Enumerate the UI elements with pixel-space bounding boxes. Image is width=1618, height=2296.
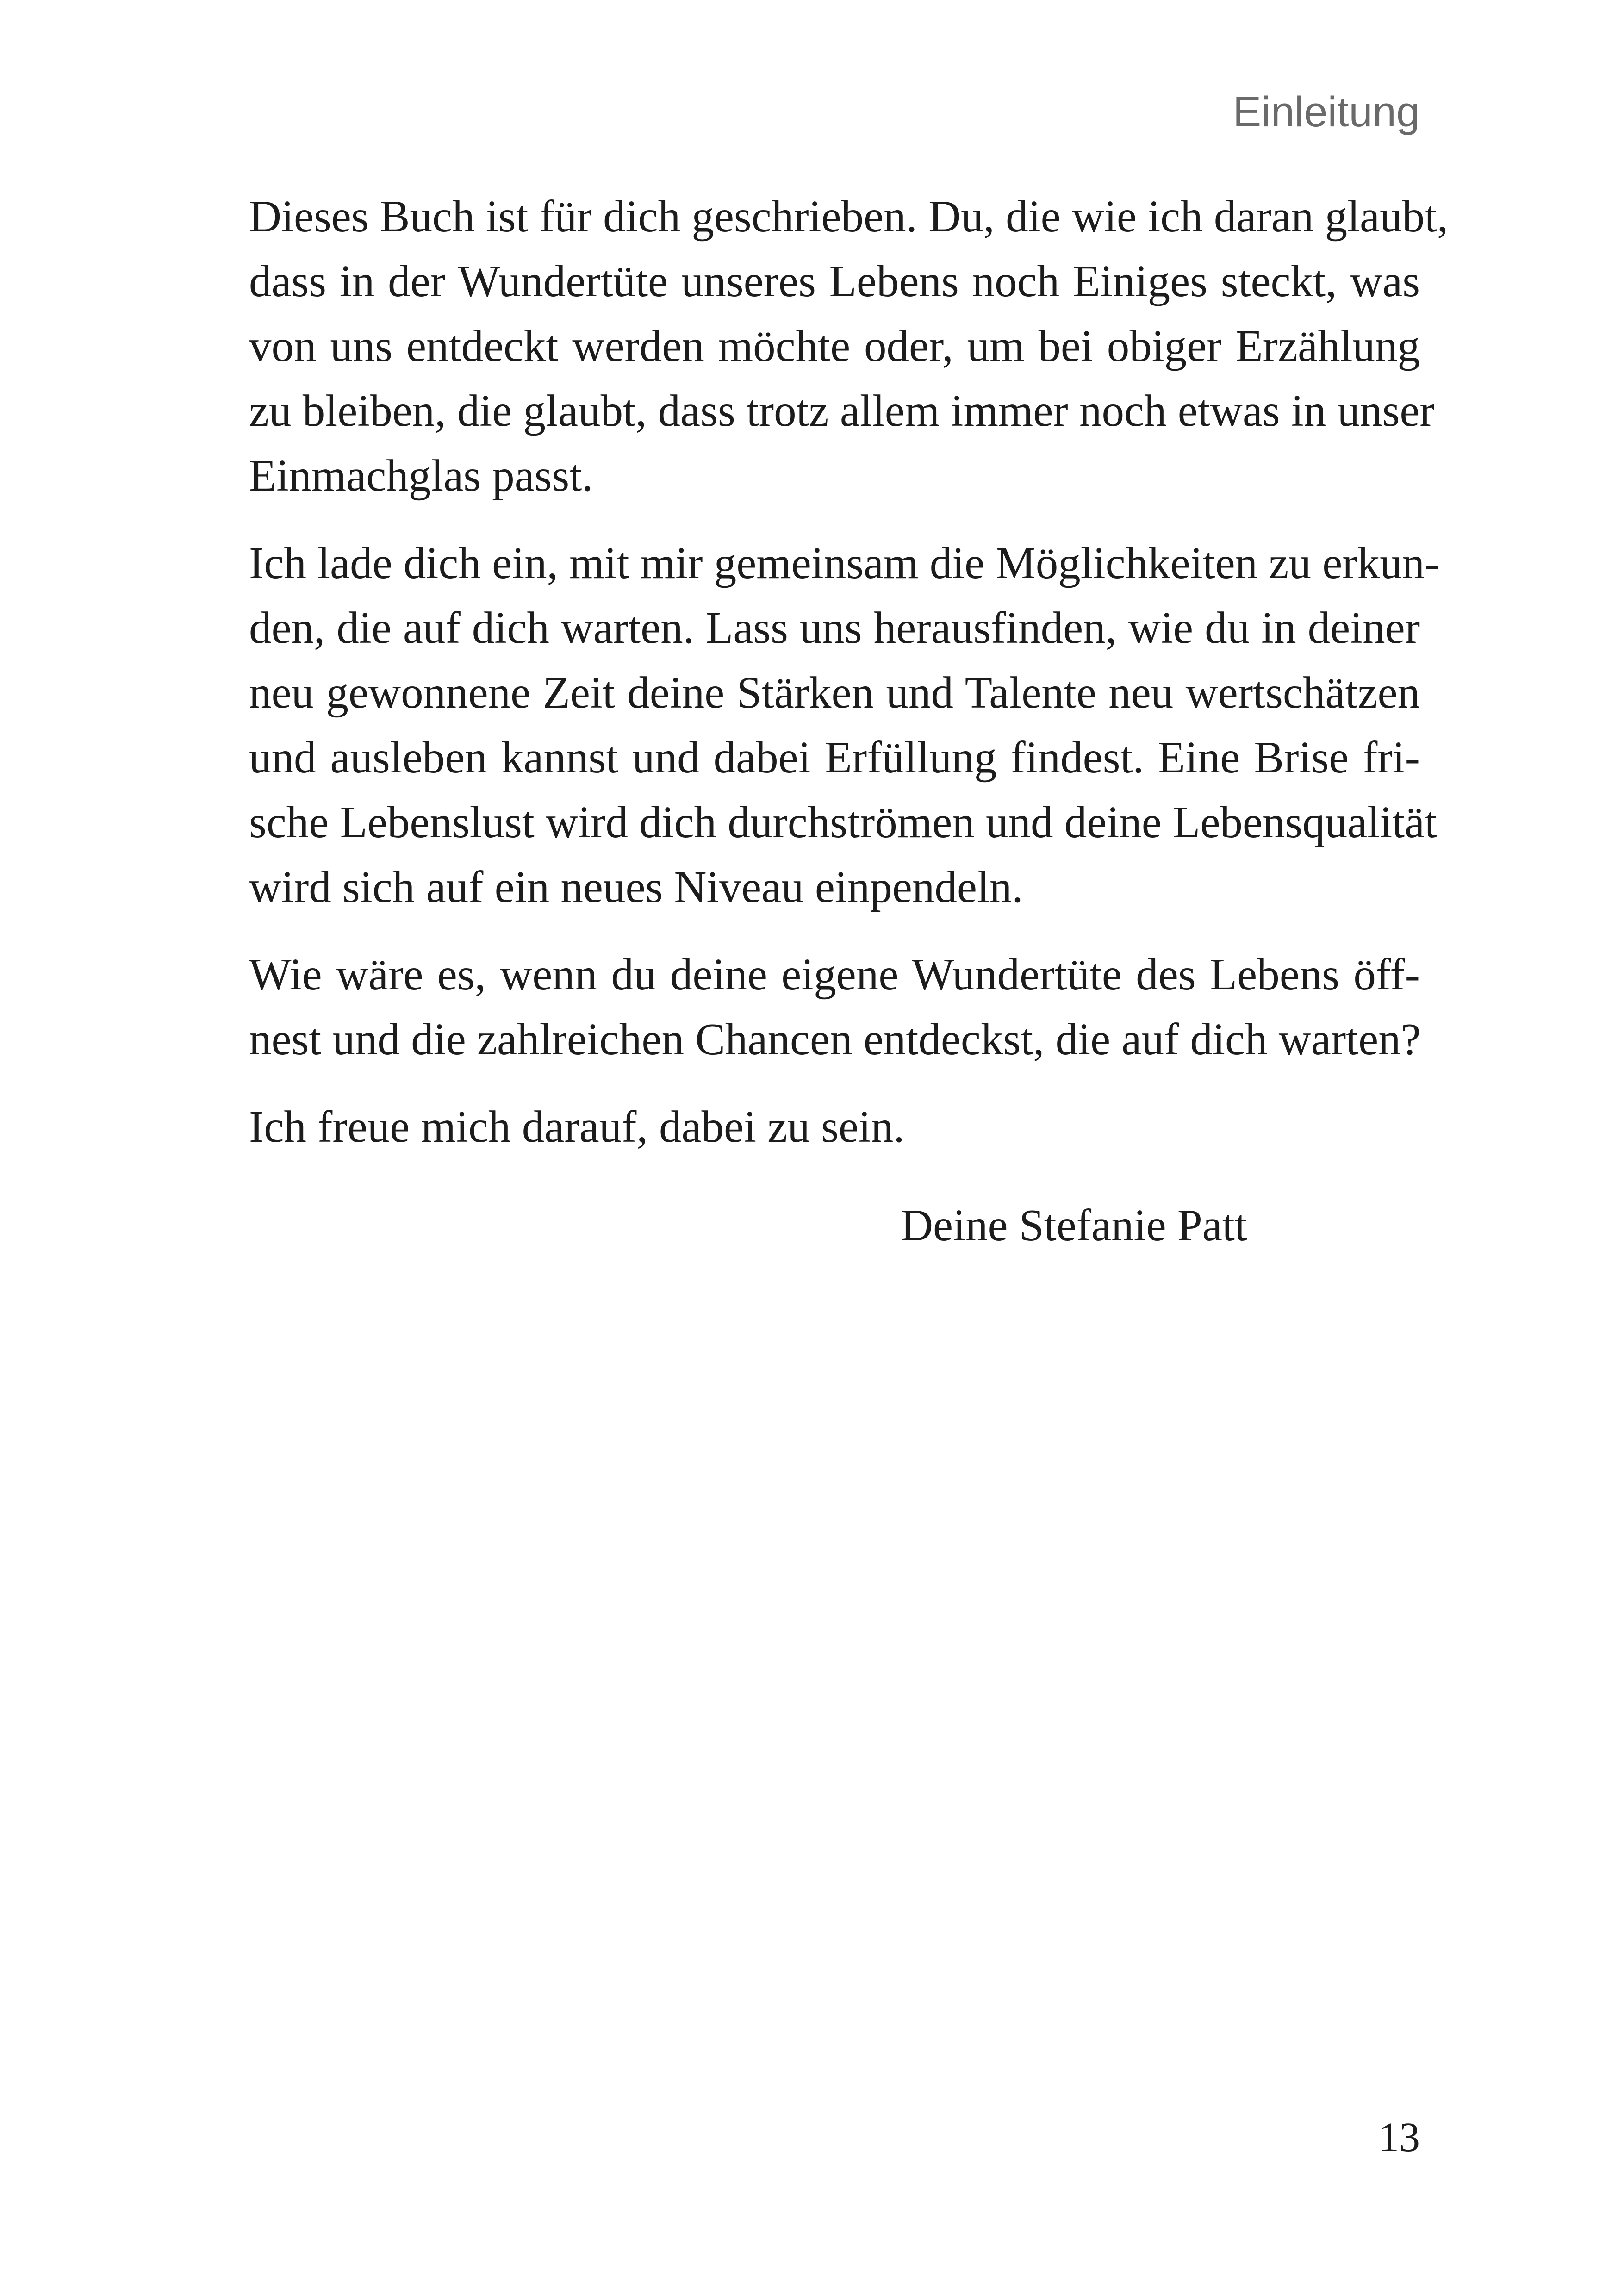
paragraph-4 — [249, 1095, 1420, 1159]
text-line: Ich lade dich ein, mit mir gemeinsam die Möglichkeiten zu erkun- — [249, 538, 1440, 588]
text-line: Ich freue mich darauf, dabei zu sein. — [249, 1102, 905, 1151]
text-line: und ausleben kannst und dabei Erfüllung findest. Eine Brise fri- — [249, 733, 1420, 782]
text-line: neu gewonnene Zeit deine Stärken und Talente neu wertschätzen — [249, 668, 1420, 717]
text-line: sche Lebenslust wird dich durchströmen und deine Lebensqualität — [249, 797, 1438, 847]
text-line: Dieses Buch ist für dich geschrieben. Du, die wie ich daran glaubt, — [249, 192, 1449, 241]
signature: Deine Stefanie Patt — [901, 1201, 1247, 1250]
body-text — [249, 184, 1449, 1182]
text-line: zu bleiben, die glaubt, dass trotz allem immer noch etwas in unser — [249, 386, 1435, 436]
text-line: wird sich auf ein neues Niveau einpendeln. — [249, 862, 1023, 912]
text-line: nest und die zahlreichen Chancen entdeckst, die auf dich warten? — [249, 1014, 1421, 1064]
paragraph-3 — [249, 942, 1420, 1072]
text-line: Einmachglas passt. — [249, 451, 593, 500]
running-header: Einleitung — [1232, 88, 1420, 136]
paragraph-1 — [249, 184, 1449, 508]
text-line: Wie wäre es, wenn du deine eigene Wundertüte des Lebens öff- — [249, 950, 1420, 999]
paragraph-2 — [249, 531, 1440, 920]
text-line: dass in der Wundertüte unseres Lebens noch Einiges steckt, was — [249, 256, 1420, 306]
page-number: 13 — [1378, 2115, 1420, 2160]
text-line: von uns entdeckt werden möchte oder, um bei obiger Erzählung — [249, 321, 1420, 371]
text-line: den, die auf dich warten. Lass uns herausfinden, wie du in deiner — [249, 603, 1420, 653]
